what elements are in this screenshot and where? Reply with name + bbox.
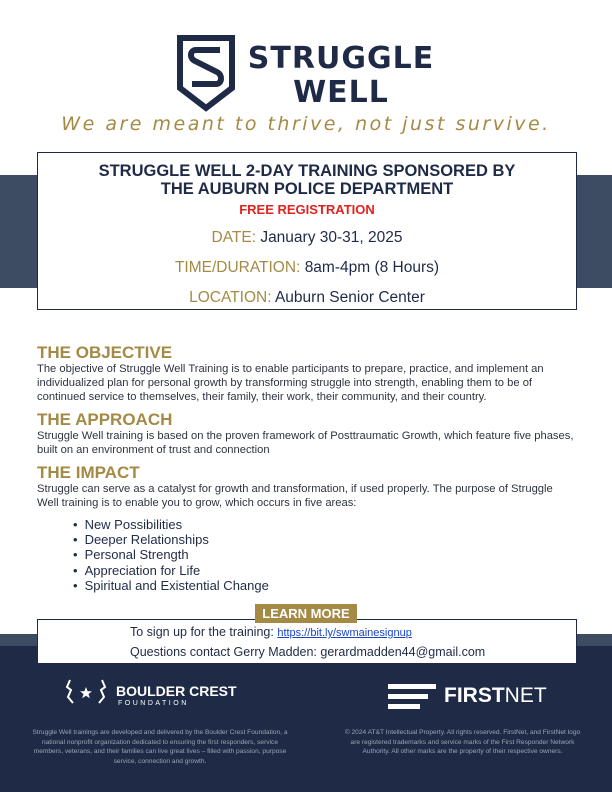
free-registration-label: FREE REGISTRATION: [239, 202, 375, 217]
firstnet-name-light: NET: [504, 684, 547, 707]
list-item: • Deeper Relationships: [73, 532, 269, 547]
firstnet-name: [444, 684, 547, 708]
date-value: January 30-31, 2025: [260, 229, 403, 246]
brand-line2: WELL: [293, 75, 389, 110]
firstnet-disclaimer: © 2024 AT&T Intellectual Property. All rights reserved. FirstNet, and FirstNet logo are registered trademarks and service marks of the First Responder Network Authority. All other marks are the property of their respective owners.: [344, 729, 581, 755]
time-label: TIME/DURATION:: [174, 259, 301, 276]
event-title-line2: THE AUBURN POLICE DEPARTMENT: [160, 180, 454, 198]
signup-line: [130, 625, 412, 639]
tagline: We are meant to thrive, not just survive.: [61, 113, 551, 135]
location-value: Auburn Senior Center: [274, 289, 425, 306]
date-label: DATE:: [211, 229, 256, 246]
impact-text: Struggle can serve as a catalyst for growth and transformation, if used properly. The purpose of Struggle Well training is to enable you to grow, which occurs in five areas:: [37, 483, 553, 509]
signup-link[interactable]: https://bit.ly/swmainesignup: [277, 627, 412, 639]
objective-text: The objective of Struggle Well Training is to enable participants to prepare, practice, and implement an individualized plan for personal growth by transforming struggle into strength, enabling them to be of continued service to themselves, their family, their work, their community, and their country.: [37, 363, 544, 403]
boulder-crest-name: BOULDER CREST: [116, 683, 237, 699]
approach-title: THE APPROACH: [37, 410, 173, 429]
event-time: [38, 259, 576, 277]
event-title: [38, 162, 576, 198]
location-label: LOCATION:: [189, 289, 272, 306]
struggle-well-logo-icon: [176, 34, 236, 112]
contact-text: Questions contact Gerry Madden: gerardmadden44@gmail.com: [130, 645, 486, 659]
brand-wordmark: [246, 42, 436, 110]
list-item: • Personal Strength: [73, 547, 269, 562]
firstnet-name-bold: FIRST: [444, 684, 505, 707]
time-value: 8am-4pm (8 Hours): [304, 259, 440, 276]
event-info-box: [37, 152, 577, 310]
impact-title: THE IMPACT: [37, 463, 140, 482]
list-item: • Spiritual and Existential Change: [73, 578, 269, 593]
objective-title: THE OBJECTIVE: [37, 343, 173, 362]
list-item: • New Possibilities: [73, 517, 269, 532]
event-location: [38, 289, 576, 307]
footer: [0, 646, 612, 792]
boulder-crest-disclaimer: Struggle Well trainings are developed and delivered by the Boulder Crest Foundation, a national nonprofit organization dedicated to ensuring the first responders, service members, veterans, and their families can live great lives – filled with passion, purpose service, connection and growth.: [32, 729, 288, 765]
signup-box: [37, 619, 577, 664]
brand-line1: STRUGGLE: [247, 41, 435, 76]
event-title-line1: STRUGGLE WELL 2-DAY TRAINING SPONSORED BY: [98, 162, 516, 180]
boulder-crest-sub: FOUNDATION: [118, 700, 189, 707]
list-item: • Appreciation for Life: [73, 563, 269, 578]
learn-more-label: LEARN MORE: [255, 604, 357, 623]
approach-text: Struggle Well training is based on the proven framework of Posttraumatic Growth, which feature five phases, built on an environment of trust and connection: [37, 430, 574, 456]
event-date: [38, 229, 576, 247]
boulder-crest-antlers-icon: [62, 678, 110, 708]
firstnet-logo-icon: [388, 682, 436, 712]
impact-areas-list: [73, 517, 269, 593]
signup-text: To sign up for the training:: [130, 625, 274, 639]
